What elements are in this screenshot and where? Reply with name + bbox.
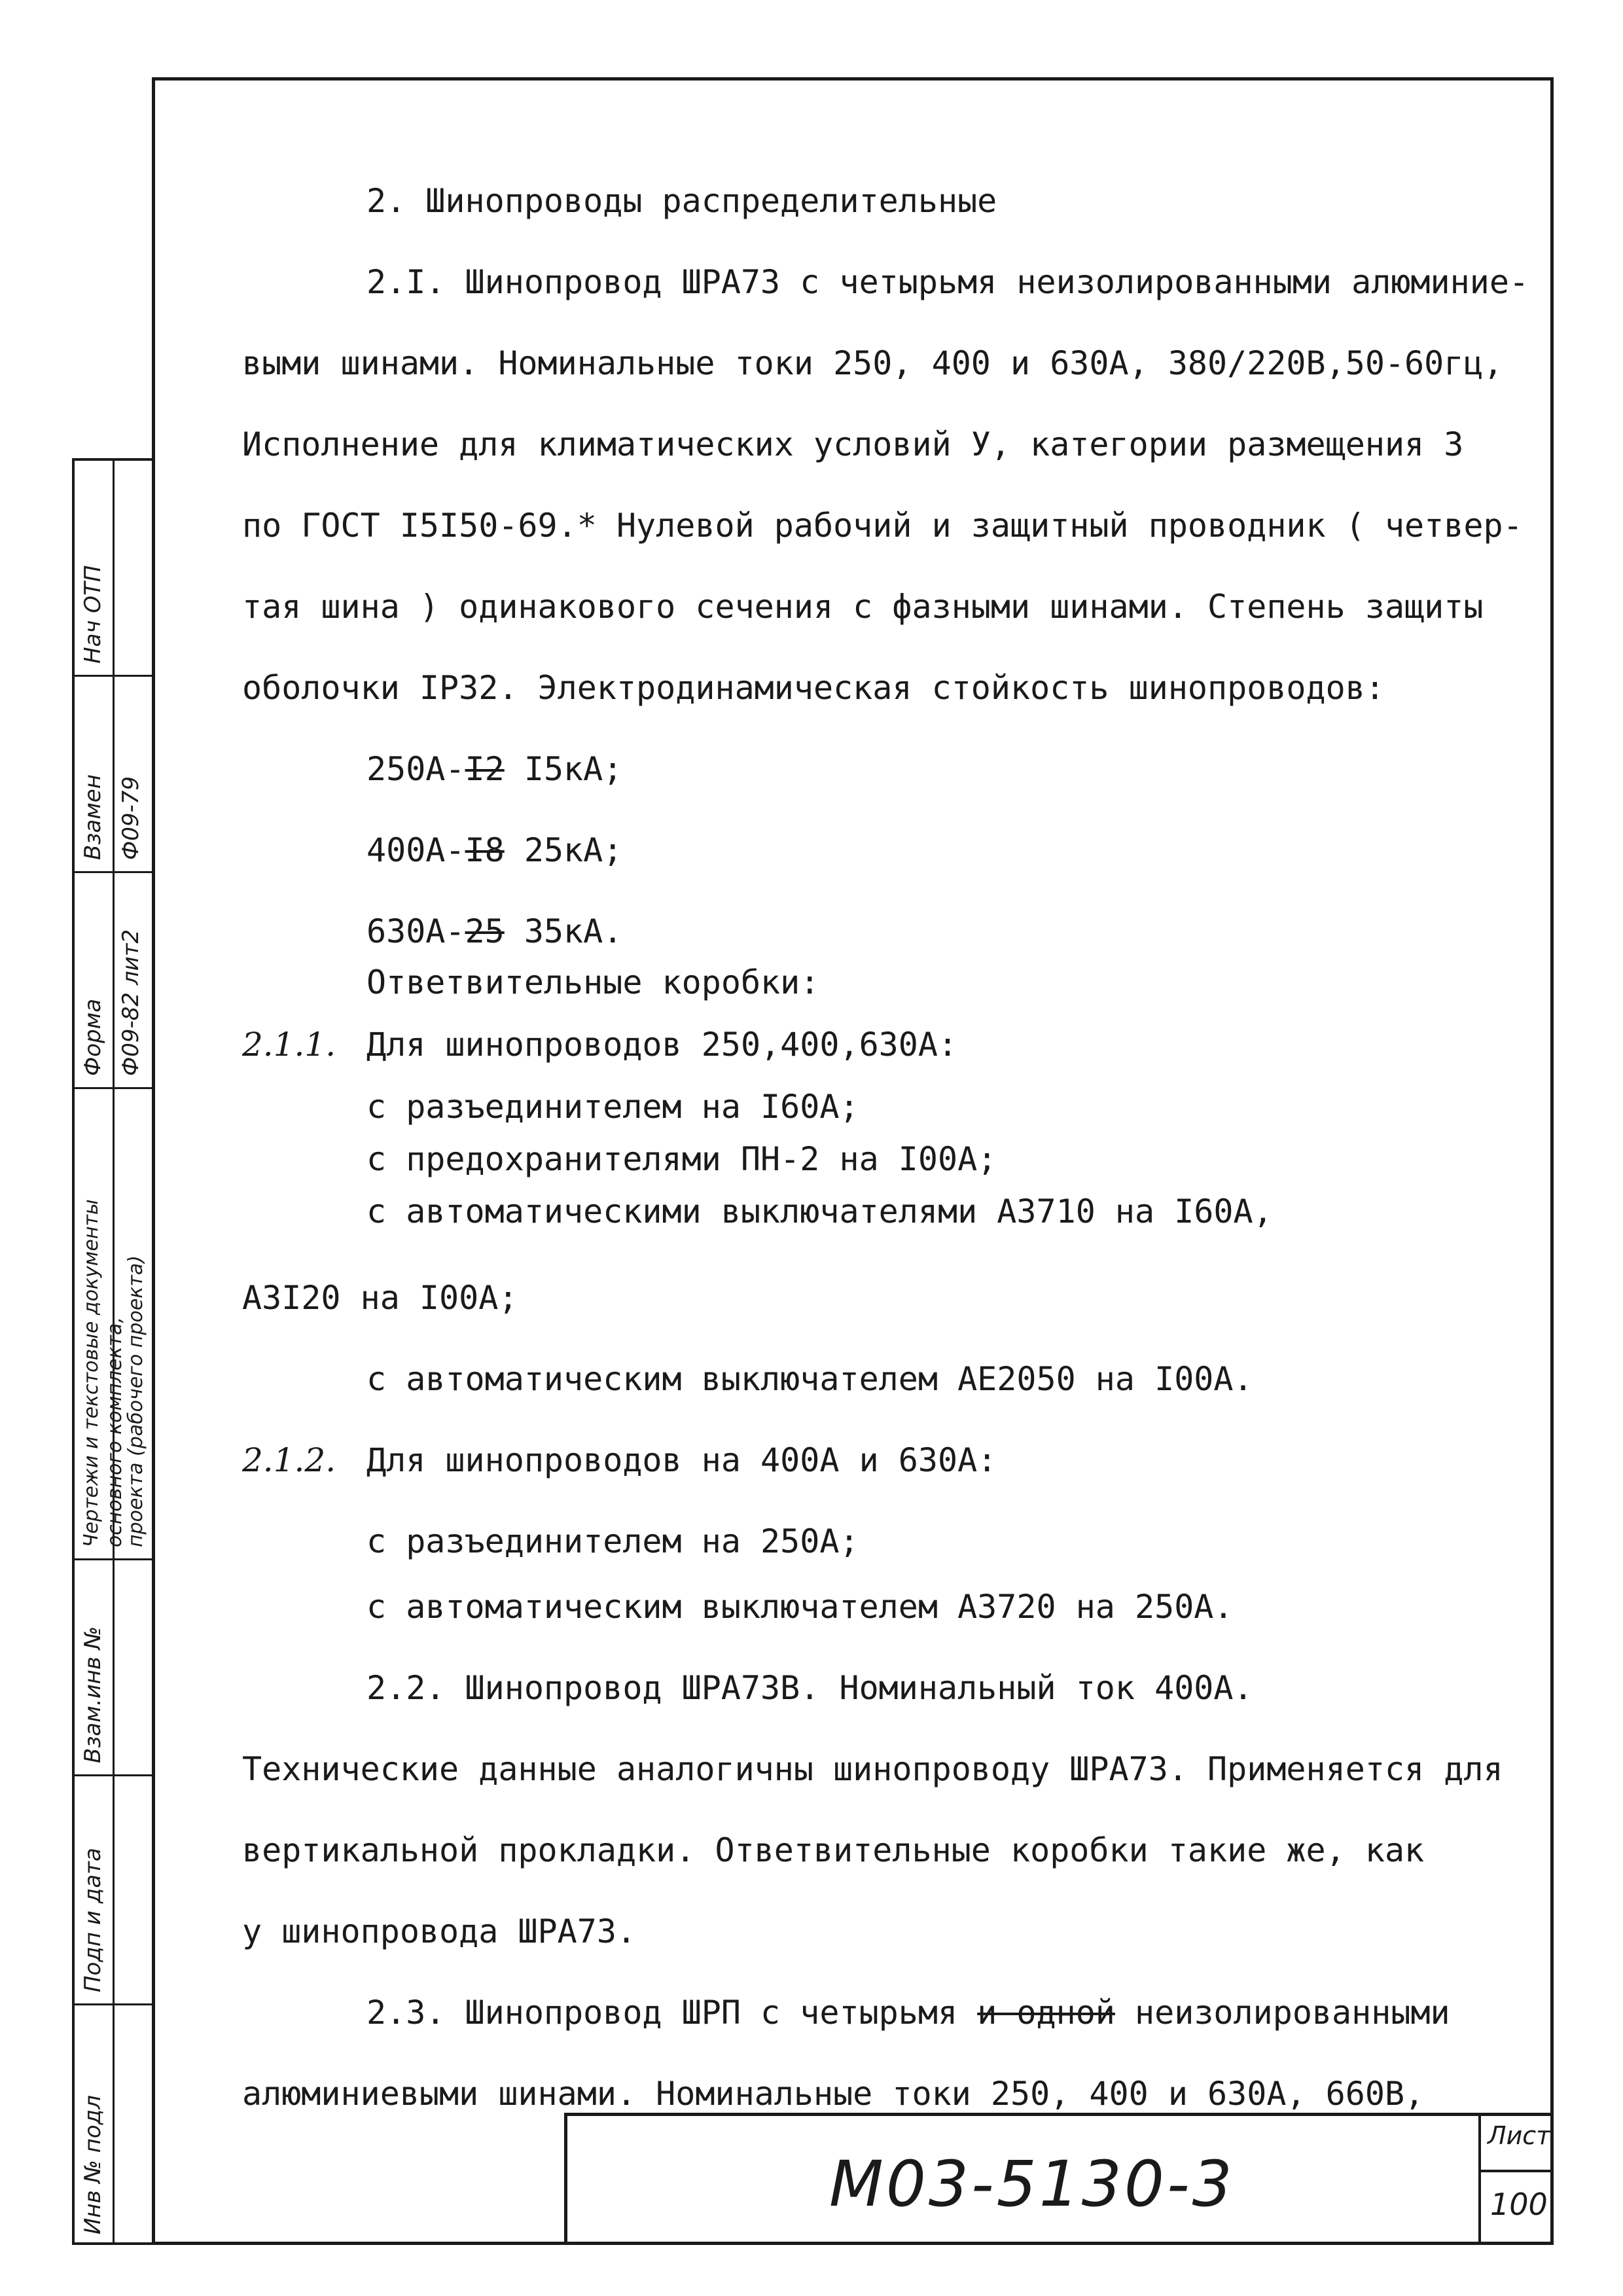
rating-400: 400А- [366, 831, 465, 869]
sheet-divider [1481, 2170, 1550, 2172]
strip-label-vzam-inv: Взам.инв № [80, 1626, 106, 1763]
text-line-18 [242, 1420, 1525, 1501]
text-line-05: по ГОСТ I5I50-69.* Нулевой рабочий и защитный проводник ( четвер- [242, 507, 1523, 545]
strikethrough-250: I2 [465, 750, 505, 788]
strikethrough-630: 25 [465, 912, 505, 950]
text-line-16: А3I20 на I00А; [242, 1279, 518, 1317]
text-line-09 [242, 810, 1525, 891]
text-line-22: Технические данные аналогичны шинопроводу ШРА73. Применяется для [242, 1750, 1503, 1788]
strip-label-podp-data: Подп и дата [80, 1848, 106, 1992]
text-line-02: 2.I. Шинопровод ШРА73 с четырьмя неизолированными алюминие- [366, 263, 1529, 301]
rating-250: 250А- [366, 750, 465, 788]
strip-label-nach-otp: Нач ОТП [80, 565, 106, 664]
strip-label-osnovnogo: основного комплекта, [103, 1317, 126, 1547]
text-line-03: выми шинами. Номинальные токи 250, 400 и 630А, 380/220В,50-60гц, [242, 344, 1503, 382]
text-line-15: с автоматическими выключателями А3710 на I60А, [366, 1193, 1273, 1230]
text-line-17: с автоматическим выключателем АЕ2050 на I00А. [366, 1360, 1253, 1398]
rating-630-value: 35кА. [504, 912, 623, 950]
document-body [242, 160, 1529, 2134]
strikethrough-clause-2-3: и одной [977, 1994, 1115, 2032]
text-line-08 [242, 728, 1525, 810]
strip-label-proekta: проекта (рабочего проекта) [124, 1255, 147, 1547]
rating-630: 630А- [366, 912, 465, 950]
strip-value-vzamen: Ф09-79 [118, 776, 144, 860]
text-line-26: алюминиевыми шинами. Номинальные токи 250, 400 и 630А, 660В, [242, 2075, 1425, 2113]
clause-2-3: 2.3. Шинопровод ШРП с четырьмя [366, 1994, 978, 2032]
text-line-14: с предохранителями ПН-2 на I00А; [366, 1140, 997, 1178]
text-line-04: Исполнение для климатических условий У, категории размещения 3 [242, 425, 1464, 463]
strip-label-chertezhi: Чертежи и текстовые документы [80, 1199, 103, 1547]
clause-2-1-2-text: Для шинопроводов на 400А и 630А: [366, 1441, 997, 1479]
text-line-23: вертикальной прокладки. Ответвительные коробки такие же, как [242, 1831, 1425, 1869]
text-line-20: с автоматическим выключателем А3720 на 250А. [366, 1588, 1234, 1626]
document-code: М03-5130-3 [829, 2147, 1235, 2221]
text-line-21: 2.2. Шинопровод ШРА73В. Номинальный ток 400А. [366, 1669, 1253, 1707]
clause-2-1-1: 2.1.1. [242, 1026, 336, 1064]
strip-label-vzamen: Взамен [80, 774, 106, 860]
text-line-11: Ответвительные коробки: [366, 963, 820, 1001]
clause-2-3-cont: неизолированными [1115, 1994, 1450, 2032]
section-heading: 2. Шинопроводы распределительные [366, 182, 997, 220]
sheet-label: Лист [1488, 2121, 1551, 2150]
clause-2-1-1-text: Для шинопроводов 250,400,630А: [366, 1026, 958, 1064]
text-line-13: с разъединителем на I60А; [366, 1088, 859, 1126]
text-line-25 [242, 1972, 1525, 2053]
text-line-24: у шинопровода ШРА73. [242, 1912, 637, 1950]
strikethrough-400: I8 [465, 831, 505, 869]
text-line-06: тая шина ) одинакового сечения с фазными шинами. Степень защиты [242, 588, 1484, 626]
text-line-10 [242, 891, 1525, 956]
sheet-box [1478, 2116, 1550, 2245]
clause-2-1-2: 2.1.2. [242, 1441, 336, 1479]
text-line-07: оболочки IP32. Электродинамическая стойкость шинопроводов: [242, 669, 1385, 707]
rating-250-value: I5кА; [504, 750, 623, 788]
rating-400-value: 25кА; [504, 831, 623, 869]
strip-value-forma: Ф09-82 лит2 [118, 929, 144, 1076]
text-line-19: с разъединителем на 250А; [366, 1522, 859, 1560]
left-stamp-strip [72, 458, 152, 2245]
sheet-number: 100 [1490, 2187, 1548, 2222]
strip-label-forma: Форма [80, 998, 106, 1076]
title-block [564, 2113, 1554, 2245]
strip-label-inv-podl: Инв № подл [80, 2095, 106, 2234]
text-line-12 [242, 1009, 1525, 1081]
